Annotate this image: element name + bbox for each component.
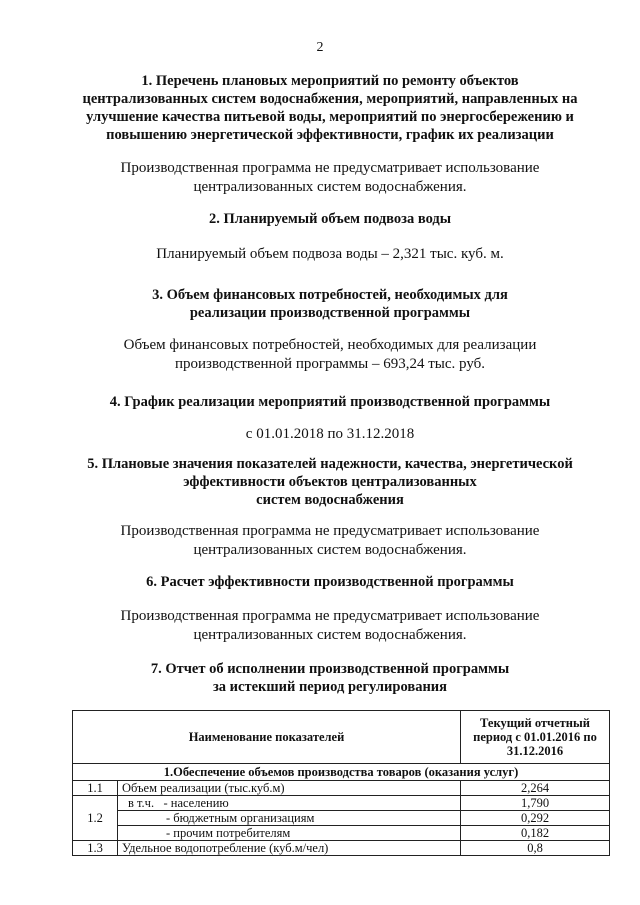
row-value: 0,8 [461,841,610,856]
table-section-row [73,764,610,781]
table-section-title: 1.Обеспечение объемов производства товаров (оказания услуг) [73,764,610,781]
report-table [72,710,610,856]
section-2-text: Планируемый объем подвоза воды – 2,321 тыс. куб. м. [156,246,504,262]
text-line: централизованных систем водоснабжения. [193,542,467,558]
text-line: Производственная программа не предусматривает использование [120,160,540,176]
section-1-text [40,159,620,197]
table-row [73,781,610,796]
table-header-row [73,711,610,764]
section-4-heading: 4. График реализации мероприятий производственной программы [109,394,551,410]
heading-line: централизованных систем водоснабжения, мероприятий, направленных на [82,91,578,107]
text-line: Объем финансовых потребностей, необходимых для реализации [123,337,537,353]
heading-line: за истекший период регулирования [212,679,448,695]
section-1-heading [40,72,620,144]
section-3-heading [40,286,620,322]
heading-line: реализации производственной программы [189,305,471,321]
table-row [73,796,610,811]
text-line: централизованных систем водоснабжения. [193,627,467,643]
table-row [73,826,610,841]
row-name: в т.ч. - населению [118,796,461,811]
heading-line: 5. Плановые значения показателей надежности, качества, энергетической [87,456,573,472]
heading-line: 3. Объем финансовых потребностей, необходимых для [152,287,508,303]
row-name: - прочим потребителям [118,826,461,841]
section-7-heading [40,660,620,696]
heading-line: 7. Отчет об исполнении производственной программы [150,661,510,677]
section-6-heading: 6. Расчет эффективности производственной программы [146,574,514,590]
row-name: Объем реализации (тыс.куб.м) [118,781,461,796]
row-number: 1.3 [73,841,118,856]
text-line: централизованных систем водоснабжения. [193,179,467,195]
row-number: 1.2 [73,796,118,841]
row-name: - бюджетным организациям [118,811,461,826]
heading-line: систем водоснабжения [256,492,404,508]
table-row [73,811,610,826]
row-value: 2,264 [461,781,610,796]
heading-line: улучшение качества питьевой воды, мероприятий по энергосбережению и [86,109,574,125]
text-line: Производственная программа не предусматривает использование [120,523,540,539]
header-indicator-name: Наименование показателей [73,711,461,764]
table-row [73,841,610,856]
row-value: 0,292 [461,811,610,826]
page-number: 2 [316,40,324,55]
section-2-heading: 2. Планируемый объем подвоза воды [208,211,452,227]
header-period: Текущий отчетный период с 01.01.2016 по 31.12.2016 [461,711,610,764]
row-value: 1,790 [461,796,610,811]
section-4-text: с 01.01.2018 по 31.12.2018 [245,426,415,442]
heading-line: эффективности объектов централизованных [183,474,477,490]
row-number: 1.1 [73,781,118,796]
section-5-text [40,522,620,560]
row-name: Удельное водопотребление (куб.м/чел) [118,841,461,856]
section-3-text [40,336,620,374]
text-line: производственной программы – 693,24 тыс. руб. [174,356,486,372]
section-5-heading [40,455,620,509]
text-line: Производственная программа не предусматривает использование [120,608,540,624]
heading-line: повышению энергетической эффективности, график их реализации [106,127,554,143]
section-6-text [40,607,620,645]
heading-line: 1. Перечень плановых мероприятий по ремонту объектов [141,73,519,89]
row-value: 0,182 [461,826,610,841]
